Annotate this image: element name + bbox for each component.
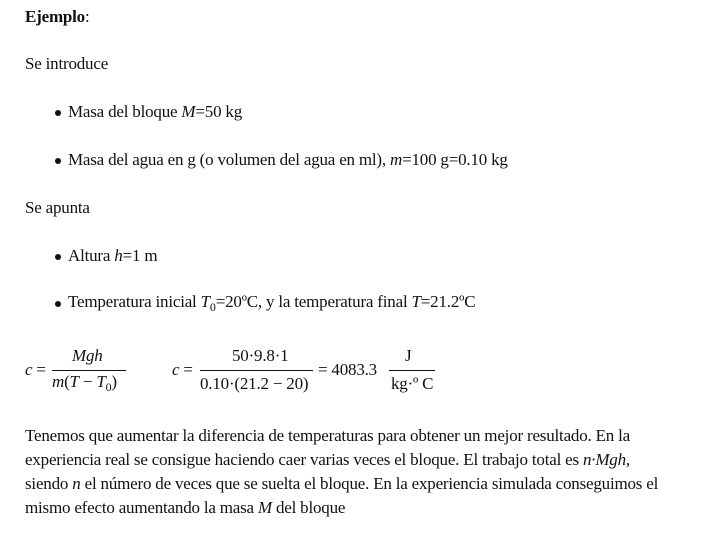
fraction-line bbox=[200, 370, 313, 371]
conclusion-paragraph: Tenemos que aumentar la diferencia de temperaturas para obtener un mejor resultado. En la experiencia real se consigue haciendo caer varias veces el bloque. El trabajo total es n·Mgh, siendo n el número de veces que se suelta el bloque. En la experiencia simulada conseguimos el mismo efecto aumentando la masa M del bloque bbox=[25, 426, 659, 517]
input-var: m bbox=[390, 150, 403, 169]
bullet-dot bbox=[55, 301, 61, 307]
measure-sub: 0 bbox=[209, 300, 216, 314]
noted-text: Se apunta bbox=[25, 198, 90, 217]
input-suffix: =100 g=0.10 kg bbox=[402, 150, 508, 169]
measure-mid: =20ºC, y la temperatura final bbox=[215, 292, 412, 311]
heading-label: Ejemplo bbox=[25, 7, 85, 26]
measure-height bbox=[68, 246, 157, 266]
computation-denominator: 0.10·(21.2 − 20) bbox=[200, 374, 309, 393]
formula-numerator: Mgh bbox=[72, 346, 103, 365]
measure-var: T bbox=[200, 292, 210, 311]
input-mass-water bbox=[68, 150, 508, 170]
formula-lhs: c = bbox=[25, 360, 46, 379]
input-prefix: Masa del agua en g (o volumen del agua en ml), bbox=[68, 150, 390, 169]
computation-numerator: 50·9.8·1 bbox=[232, 346, 289, 365]
formula-denominator: $m(T - T_0)$ bbox=[52, 372, 117, 394]
heading-colon: : bbox=[84, 7, 90, 26]
input-suffix: =50 kg bbox=[195, 102, 243, 121]
example-heading bbox=[25, 7, 90, 27]
bullet-dot bbox=[55, 158, 61, 164]
measure-temperature bbox=[68, 292, 475, 315]
measure-suffix: =21.2ºC bbox=[420, 292, 476, 311]
unit-numerator: J bbox=[405, 346, 412, 365]
fraction-line bbox=[52, 370, 126, 371]
fraction-line bbox=[389, 370, 435, 371]
unit-denominator: kg·º C bbox=[391, 374, 434, 393]
computation-lhs: c = bbox=[172, 360, 193, 379]
computation-result: = 4083.3 bbox=[318, 360, 377, 379]
measure-prefix: Temperatura inicial bbox=[68, 292, 201, 311]
measure-var2: T bbox=[411, 292, 421, 311]
intro-text: Se introduce bbox=[25, 54, 109, 73]
input-mass-block bbox=[68, 102, 242, 122]
measure-var: h bbox=[114, 246, 123, 265]
measure-suffix: =1 m bbox=[122, 246, 158, 265]
input-prefix: Masa del bloque bbox=[68, 102, 182, 121]
bullet-dot bbox=[55, 110, 61, 116]
input-var: M bbox=[181, 102, 196, 121]
bullet-dot bbox=[55, 254, 61, 260]
measure-prefix: Altura bbox=[68, 246, 115, 265]
